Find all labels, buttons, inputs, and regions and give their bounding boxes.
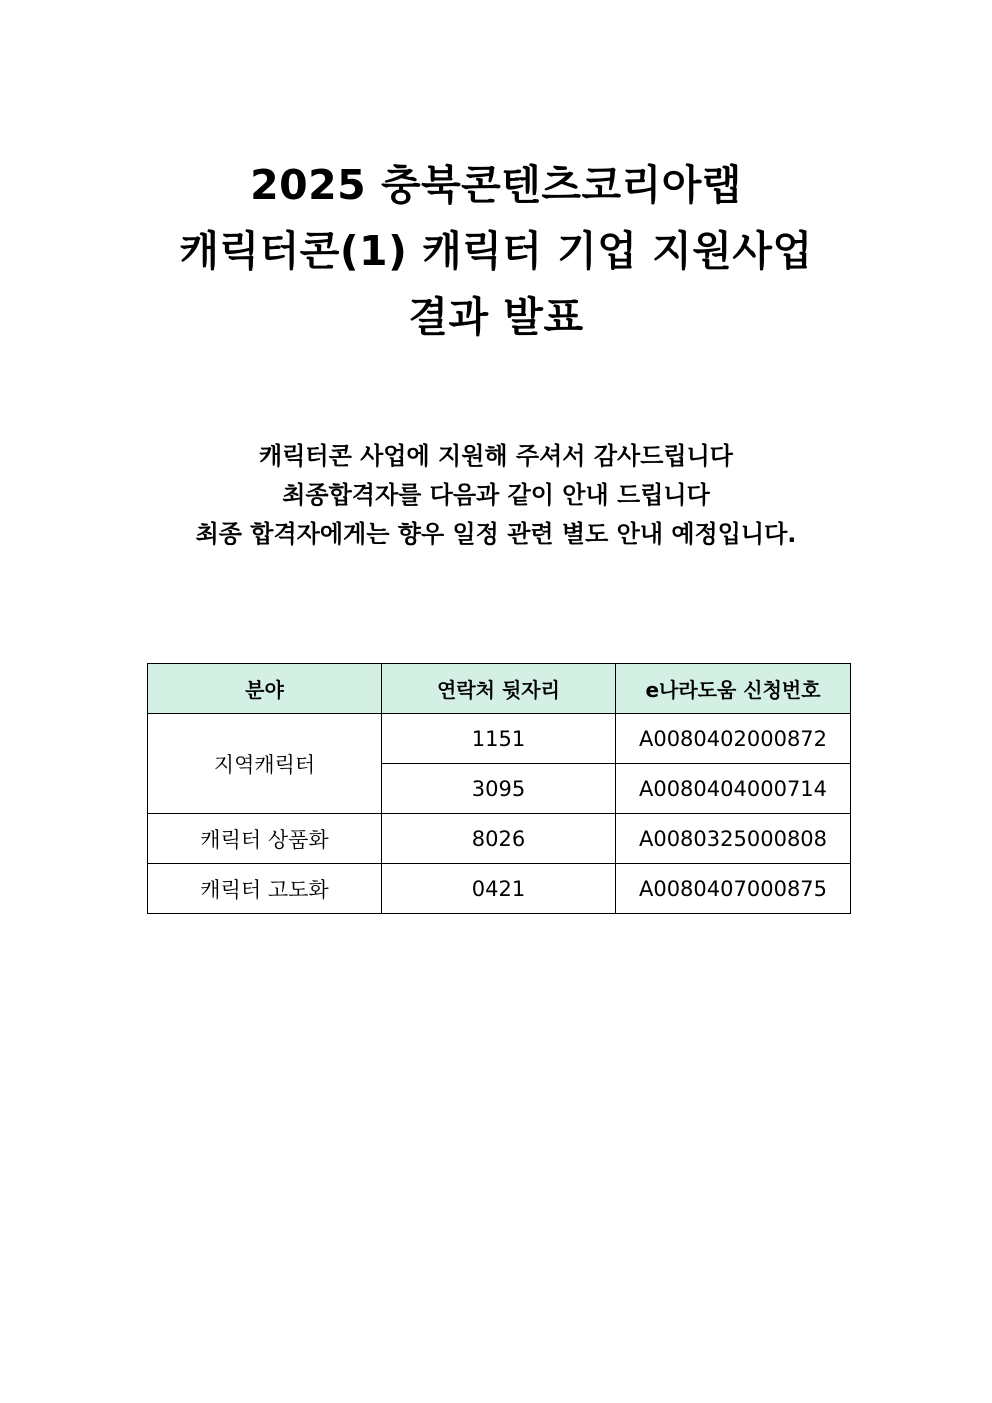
table-row — [148, 814, 851, 864]
header-phone: 연락처 뒷자리 — [382, 664, 616, 714]
phone-cell: 3095 — [382, 764, 616, 814]
notice-line-3: 최종 합격자에게는 향우 일정 관련 별도 안내 예정입니다. — [195, 520, 797, 548]
notice-line-2: 최종합격자를 다음과 같이 안내 드립니다 — [282, 481, 710, 509]
phone-cell: 1151 — [382, 714, 616, 764]
notice-line-1: 캐릭터콘 사업에 지원해 주셔서 감사드립니다 — [259, 442, 733, 470]
application-cell: A0080325000808 — [616, 814, 851, 864]
phone-cell: 0421 — [382, 864, 616, 914]
results-table — [147, 663, 851, 914]
header-field: 분야 — [148, 664, 382, 714]
title-line-2: 캐릭터콘(1) 캐릭터 기업 지원사업 — [179, 227, 813, 275]
field-cell: 캐릭터 고도화 — [148, 864, 382, 914]
table-header-row — [148, 664, 851, 714]
table-row — [148, 714, 851, 764]
title-line-1: 2025 충북콘텐츠코리아랩 — [250, 161, 742, 209]
field-cell: 캐릭터 상품화 — [148, 814, 382, 864]
application-cell: A0080407000875 — [616, 864, 851, 914]
field-cell: 지역캐릭터 — [148, 714, 382, 814]
application-cell: A0080404000714 — [616, 764, 851, 814]
header-application-number: e나라도움 신청번호 — [616, 664, 851, 714]
application-cell: A0080402000872 — [616, 714, 851, 764]
announcement-title — [0, 152, 992, 350]
phone-cell: 8026 — [382, 814, 616, 864]
table-row — [148, 864, 851, 914]
notice-text — [0, 437, 992, 554]
title-line-3: 결과 발표 — [408, 293, 584, 341]
